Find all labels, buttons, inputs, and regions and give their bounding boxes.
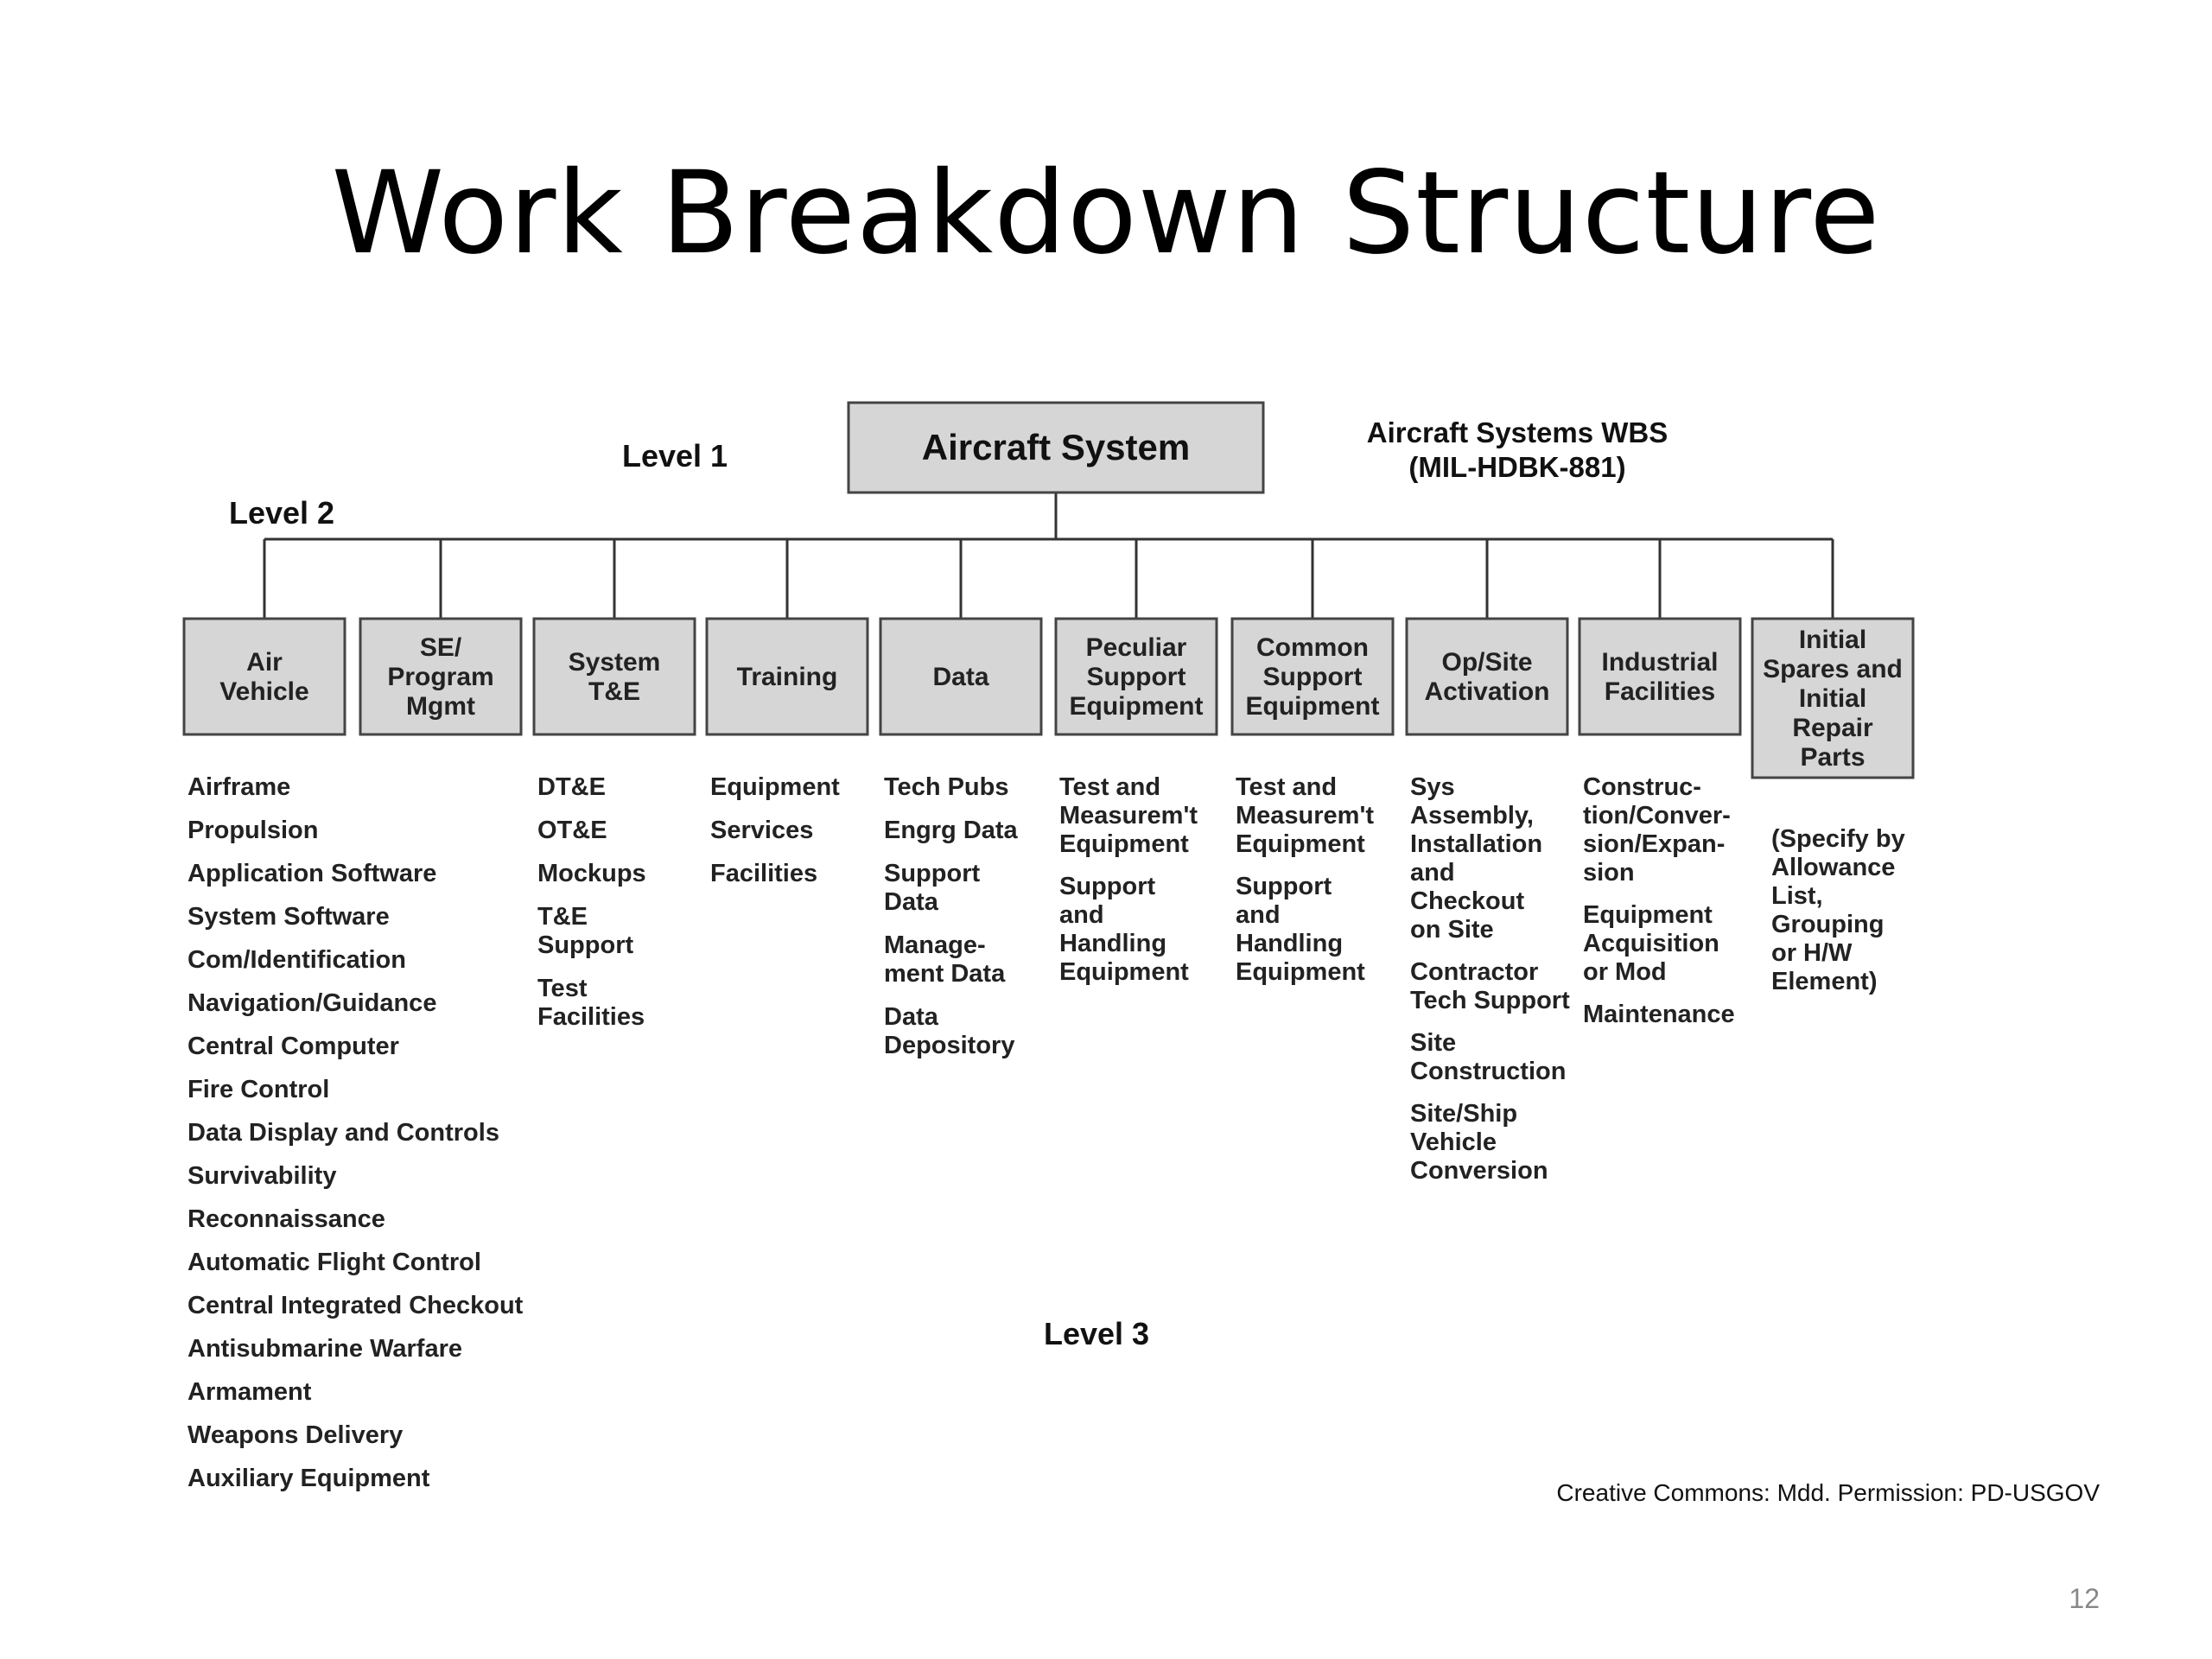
level2-label: Mgmt xyxy=(406,692,475,721)
level3-item: Armament xyxy=(188,1378,312,1406)
level3-item: (Specify by xyxy=(1771,825,1905,853)
wbs-note-line: (MIL-HDBK-881) xyxy=(1408,451,1626,483)
level3-item: OT&E xyxy=(537,817,607,844)
level3-item: Depository xyxy=(884,1032,1015,1059)
level3-item: Contractor xyxy=(1410,958,1539,986)
level2-label: Training xyxy=(736,663,838,691)
level2-label: T&E xyxy=(588,677,640,706)
level2-label: Repair xyxy=(1792,714,1873,742)
wbs-note-line: Aircraft Systems WBS xyxy=(1366,416,1669,448)
credit-text: Creative Commons: Mdd. Permission: PD-USGOV xyxy=(1556,1479,2100,1506)
level3-item: Equipment xyxy=(1236,830,1365,858)
level2-label: Initial xyxy=(1798,626,1867,654)
level2-label: Op/Site xyxy=(1441,648,1533,677)
level3-item: Measurem't xyxy=(1236,802,1375,830)
level3-item: Services xyxy=(710,817,814,844)
level3-item: Allowance xyxy=(1771,854,1896,881)
level3-item: Equipment xyxy=(710,773,840,801)
level2-label: Level 2 xyxy=(229,495,335,531)
level3-item: ment Data xyxy=(884,960,1006,988)
level2-box xyxy=(184,619,345,734)
level3-item: Reconnaissance xyxy=(188,1205,385,1233)
level1-label: Level 1 xyxy=(622,438,728,474)
level3-item: Measurem't xyxy=(1059,802,1198,830)
level3-item: Grouping xyxy=(1771,911,1885,938)
level3-item: and xyxy=(1236,901,1281,929)
level3-item: Tech Pubs xyxy=(884,773,1009,801)
level3-item: Vehicle xyxy=(1410,1128,1497,1156)
level2-label: Parts xyxy=(1800,743,1866,772)
level2-box xyxy=(1407,619,1567,734)
level3-item: Assembly, xyxy=(1410,802,1534,830)
level3-item: List, xyxy=(1771,882,1823,910)
level3-item: tion/Conver- xyxy=(1583,802,1731,830)
level3-item: Conversion xyxy=(1410,1157,1548,1185)
level2-label: Support xyxy=(1086,663,1186,691)
level3-item: and xyxy=(1410,859,1455,887)
level2-label: Industrial xyxy=(1601,648,1719,677)
level3-item: System Software xyxy=(188,903,390,931)
level3-item: Survivability xyxy=(188,1162,337,1190)
level3-label: Level 3 xyxy=(1044,1316,1150,1351)
level2-label: Air xyxy=(246,648,283,677)
level3-item: Navigation/Guidance xyxy=(188,989,437,1017)
level3-lists xyxy=(188,773,1905,1492)
level2-box xyxy=(1580,619,1740,734)
level3-item: Data xyxy=(884,888,938,916)
level3-item: or H/W xyxy=(1771,939,1853,967)
level3-item: Central Computer xyxy=(188,1033,399,1060)
level3-item: Equipment xyxy=(1059,830,1189,858)
level2-label: Peculiar xyxy=(1085,633,1187,662)
level3-item: Checkout xyxy=(1410,887,1525,915)
level3-item: Construction xyxy=(1410,1058,1567,1085)
level3-item: on Site xyxy=(1410,916,1494,944)
level3-item: Antisubmarine Warfare xyxy=(188,1335,462,1363)
level3-item: Construc- xyxy=(1583,773,1701,801)
level3-item: sion xyxy=(1583,859,1635,887)
level2-label: Common xyxy=(1256,633,1369,662)
level3-item: Test and xyxy=(1236,773,1338,801)
level3-item: Installation xyxy=(1410,830,1543,858)
level2-label: Spares and xyxy=(1763,655,1903,683)
level3-item: Com/Identification xyxy=(188,946,406,974)
level2-nodes xyxy=(184,619,1913,778)
level3-item: Support xyxy=(537,931,634,959)
level3-item: Auxiliary Equipment xyxy=(188,1465,430,1492)
root-label: Aircraft System xyxy=(921,427,1191,467)
level3-item: Fire Control xyxy=(188,1076,330,1103)
level3-item: Maintenance xyxy=(1583,1001,1735,1028)
level2-label: Support xyxy=(1262,663,1363,691)
level3-item: Facilities xyxy=(537,1003,645,1031)
level3-item: Data Display and Controls xyxy=(188,1119,499,1147)
level3-item: Equipment xyxy=(1236,958,1365,986)
level3-item: Automatic Flight Control xyxy=(188,1249,481,1276)
level3-item: Weapons Delivery xyxy=(188,1421,404,1449)
level3-item: Test and xyxy=(1059,773,1161,801)
level2-label: System xyxy=(568,648,661,677)
level2-box xyxy=(534,619,695,734)
level3-item: Facilities xyxy=(710,860,818,887)
level2-label: Vehicle xyxy=(219,677,309,706)
level3-item: Equipment xyxy=(1059,958,1189,986)
level3-item: Test xyxy=(537,975,588,1002)
level3-item: and xyxy=(1059,901,1104,929)
level3-item: Support xyxy=(884,860,981,887)
level3-item: Support xyxy=(1059,873,1156,900)
level3-item: Element) xyxy=(1771,968,1878,995)
level3-item: Data xyxy=(884,1003,938,1031)
level2-label: Equipment xyxy=(1069,692,1204,721)
level3-item: Sys xyxy=(1410,773,1455,801)
level3-item: Handling xyxy=(1059,930,1167,957)
level2-label: Program xyxy=(387,663,494,691)
level2-label: SE/ xyxy=(419,633,462,662)
level3-item: Site/Ship xyxy=(1410,1100,1518,1128)
level3-item: sion/Expan- xyxy=(1583,830,1726,858)
slide-title: Work Breakdown Structure xyxy=(331,147,1881,280)
root-node xyxy=(849,403,1263,493)
level2-label: Data xyxy=(932,663,989,691)
level2-label: Equipment xyxy=(1245,692,1380,721)
page-number: 12 xyxy=(2069,1583,2100,1614)
level2-label: Facilities xyxy=(1604,677,1716,706)
level3-item: Tech Support xyxy=(1410,987,1570,1014)
connector-lines xyxy=(264,493,1833,619)
level3-item: Site xyxy=(1410,1029,1457,1057)
level3-item: Mockups xyxy=(537,860,646,887)
level3-item: Manage- xyxy=(884,931,986,959)
level3-item: Propulsion xyxy=(188,817,319,844)
level3-item: Handling xyxy=(1236,930,1344,957)
level2-label: Initial xyxy=(1798,684,1867,713)
level3-item: Central Integrated Checkout xyxy=(188,1292,524,1319)
level3-item: Airframe xyxy=(188,773,291,801)
level3-item: Engrg Data xyxy=(884,817,1018,844)
level3-item: Acquisition xyxy=(1583,930,1719,957)
level3-item: DT&E xyxy=(537,773,606,801)
level3-item: T&E xyxy=(537,903,588,931)
level3-item: Support xyxy=(1236,873,1332,900)
level3-item: Application Software xyxy=(188,860,437,887)
level3-item: or Mod xyxy=(1583,958,1667,986)
level2-label: Activation xyxy=(1424,677,1550,706)
level3-item: Equipment xyxy=(1583,901,1713,929)
